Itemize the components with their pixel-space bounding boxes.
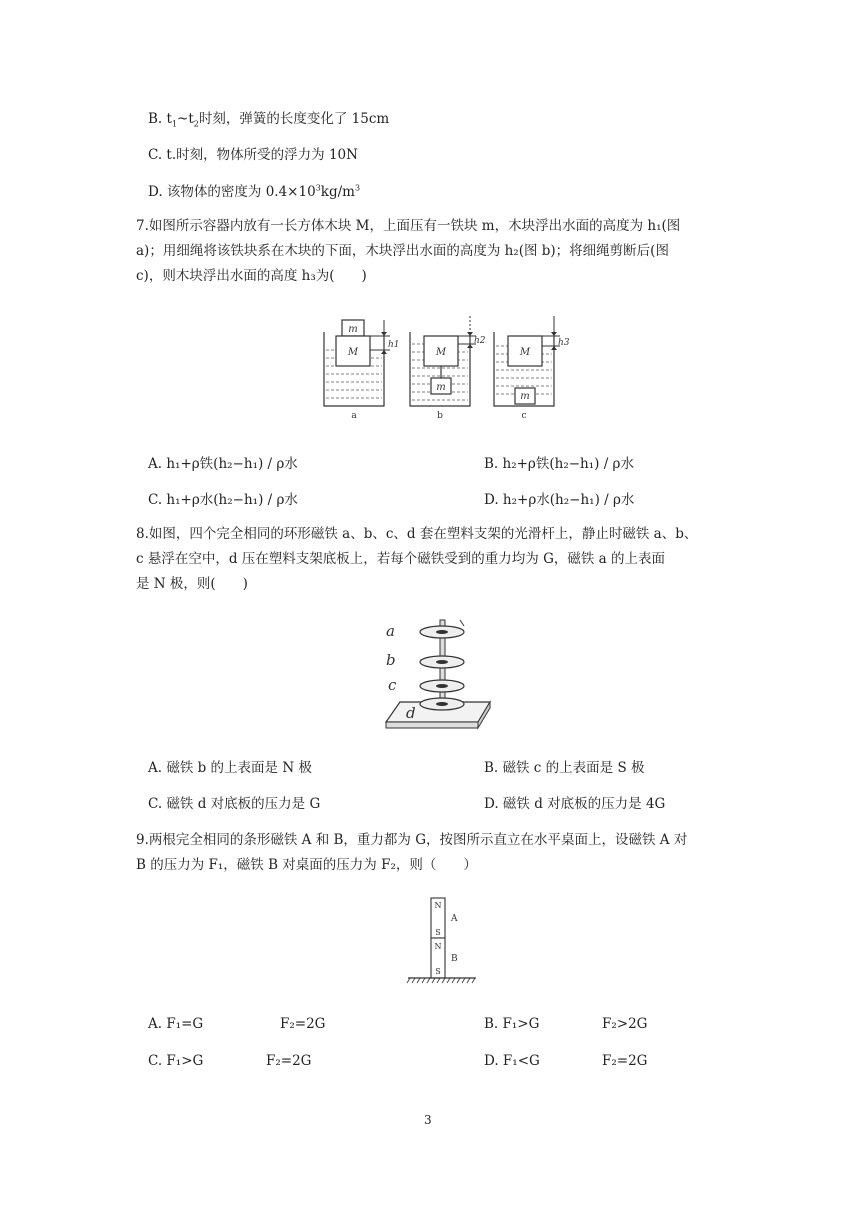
q8-line-2: c 悬浮在空中，d 压在塑料支架底板上，若每个磁铁受到的重力均为 G，磁铁 a 的上表面 bbox=[136, 551, 665, 567]
q7-label-m-a: m bbox=[348, 324, 358, 335]
q7-label-h2: h2 bbox=[474, 336, 486, 346]
q8-label-a: a bbox=[386, 622, 395, 640]
q7-label-a: a bbox=[351, 411, 357, 421]
q9-option-b-f1: B. F₁>G bbox=[484, 1016, 540, 1032]
q7-label-m-c: m bbox=[520, 391, 530, 402]
q9-option-d-f2: F₂=2G bbox=[602, 1053, 648, 1069]
q9-option-c-f1: C. F₁>G bbox=[148, 1053, 204, 1069]
q7-label-M-b: M bbox=[435, 347, 447, 358]
q8-figure bbox=[378, 612, 502, 734]
q9-pole-a-top: N bbox=[434, 901, 442, 910]
q9-label-a: A bbox=[451, 914, 458, 924]
q8-option-b: B. 磁铁 c 的上表面是 S 极 bbox=[484, 760, 645, 776]
q8-line-1: 8.如图，四个完全相同的环形磁铁 a、b、c、d 套在塑料支架的光滑杆上，静止时磁铁 a、b、 bbox=[136, 526, 698, 542]
q7-option-c: C. h₁+ρ水(h₂−h₁) / ρ水 bbox=[148, 492, 298, 508]
q8-label-b: b bbox=[386, 651, 396, 669]
q9-pole-b-bottom: S bbox=[435, 967, 441, 976]
q9-line-2: B 的压力为 F₁，磁铁 B 对桌面的压力为 F₂，则（ ） bbox=[136, 857, 477, 873]
q8-label-d: d bbox=[406, 704, 416, 722]
q7-figure bbox=[318, 310, 574, 422]
q7-option-a: A. h₁+ρ铁(h₂−h₁) / ρ水 bbox=[148, 456, 298, 472]
q7-label-M-a: M bbox=[347, 347, 359, 358]
q8-option-a: A. 磁铁 b 的上表面是 N 极 bbox=[148, 760, 312, 776]
q9-label-b: B bbox=[451, 954, 458, 964]
q8-line-3: 是 N 极，则( ) bbox=[136, 576, 248, 592]
q9-option-c-f2: F₂=2G bbox=[266, 1053, 312, 1069]
q8-option-c: C. 磁铁 d 对底板的压力是 G bbox=[148, 796, 321, 812]
q7-line-1: 7.如图所示容器内放有一长方体木块 M，上面压有一铁块 m，木块浮出水面的高度为 h₁(图 bbox=[136, 218, 681, 234]
q9-line-1: 9.两根完全相同的条形磁铁 A 和 B，重力都为 G，按图所示直立在水平桌面上，设磁铁 A 对 bbox=[136, 832, 688, 848]
q7-label-b: b bbox=[437, 411, 443, 421]
q7-label-M-c: M bbox=[519, 347, 531, 358]
page-number: 3 bbox=[424, 1113, 432, 1127]
q7-label-h3: h3 bbox=[558, 338, 570, 348]
q9-pole-a-bottom: S bbox=[435, 928, 441, 937]
q7-label-m-b: m bbox=[436, 382, 446, 393]
q9-option-d-f1: D. F₁<G bbox=[484, 1053, 540, 1069]
q6-option-c: C. t.时刻，物体所受的浮力为 10N bbox=[148, 147, 358, 163]
q6-option-b: B. $t_1\sim t_2$时刻，弹簧的长度变化了 15cm bbox=[148, 111, 390, 129]
q9-option-a-f1: A. F₁=G bbox=[148, 1016, 204, 1032]
q6-option-d: D. 该物体的密度为 $0.4\times 10^3kg/m^3$ bbox=[148, 183, 361, 200]
q8-option-d: D. 磁铁 d 对底板的压力是 4G bbox=[484, 796, 666, 812]
q9-figure bbox=[404, 894, 480, 988]
q9-option-a-f2: F₂=2G bbox=[280, 1016, 326, 1032]
q7-line-2: a)；用细绳将该铁块系在木块的下面，木块浮出水面的高度为 h₂(图 b)；将细绳剪断后(图 bbox=[136, 243, 669, 259]
q9-option-b-f2: F₂>2G bbox=[602, 1016, 648, 1032]
q7-label-c: c bbox=[521, 411, 527, 421]
q9-pole-b-top: N bbox=[434, 942, 442, 951]
q7-option-d: D. h₂+ρ水(h₂−h₁) / ρ水 bbox=[484, 492, 635, 508]
q7-label-h1: h1 bbox=[388, 340, 400, 350]
q7-line-3: c)，则木块浮出水面的高度 h₃为( ) bbox=[136, 268, 367, 284]
q7-option-b: B. h₂+ρ铁(h₂−h₁) / ρ水 bbox=[484, 456, 634, 472]
q8-label-c: c bbox=[388, 676, 397, 694]
